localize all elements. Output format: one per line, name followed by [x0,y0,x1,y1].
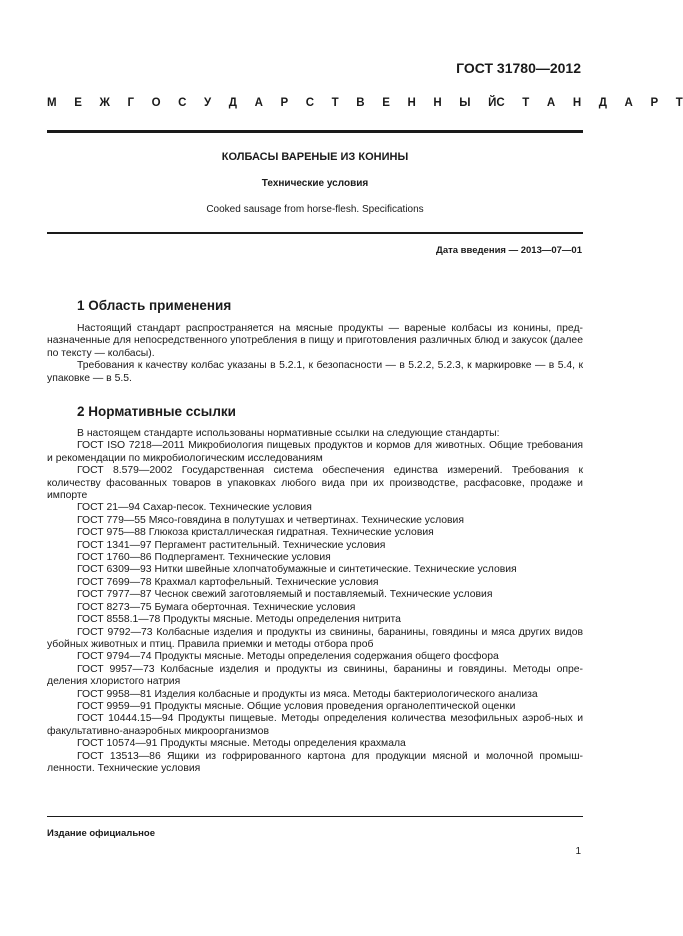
reference-item: ГОСТ ISO 7218—2011 Микробиология пищевых продуктов и кормов для животных. Общие требования и рекомендации по микробиологическим исследованиям [47,440,583,464]
document-number: ГОСТ 31780—2012 [456,60,581,76]
title-rule [47,232,583,234]
page-number: 1 [575,846,581,857]
paragraph: Настоящий стандарт распространяется на мясные продукты — вареные колбасы из конины, пред-назначенные для непосредственного употребления в пищу и приготовления различных блюд и закусок (далее по тексту — колбасы). [47,323,583,359]
reference-item: ГОСТ 1760—86 Подпергамент. Технические условия [77,552,331,564]
reference-item: ГОСТ 21—94 Сахар-песок. Технические условия [77,502,312,514]
reference-item: ГОСТ 7699—78 Крахмал картофельный. Технические условия [77,576,379,588]
reference-item: ГОСТ 1341—97 Пергамент растительный. Технические условия [77,539,386,551]
interstate-word: М Е Ж Г О С У Д А Р С Т В Е Н Н Ы Й [47,97,497,109]
section-references-body [47,428,583,775]
reference-item: ГОСТ 8273—75 Бумага оберточная. Технические условия [77,601,356,613]
official-edition-label: Издание официальное [47,828,155,839]
section-heading-scope: 1 Область применения [77,298,232,313]
header-rule [47,130,583,133]
paragraph: В настоящем стандарте использованы нормативные ссылки на следующие стандарты: [77,428,500,439]
reference-item: ГОСТ 9958—81 Изделия колбасные и продукты из мяса. Методы бактериологического анализа [77,688,538,700]
reference-item: ГОСТ 10574—91 Продукты мясные. Методы определения крахмала [77,738,406,750]
reference-item: ГОСТ 8558.1—78 Продукты мясные. Методы определения нитрита [77,614,401,626]
reference-item: ГОСТ 8.579—2002 Государственная система обеспечения единства измерений. Требования к количеству фасованных товаров в упаковках любого вида при их производстве, расфасовке, продаже и импорте [47,465,583,502]
reference-item: ГОСТ 13513—86 Ящики из гофрированного картона для продукции мясной и молочной промыш-ленности. Технические условия [47,750,583,774]
reference-item: ГОСТ 10444.15—94 Продукты пищевые. Методы определения количества мезофильных аэроб-ных и факультативно-анаэробных микроорганизмов [47,713,583,737]
reference-item: ГОСТ 9959—91 Продукты мясные. Общие условия проведения органолептической оценки [77,700,516,712]
reference-item: ГОСТ 9957—73 Колбасные изделия и продукты из свинины, баранины и говядины. Методы опре-деления хлористого натрия [47,663,583,688]
reference-item: ГОСТ 9794—74 Продукты мясные. Методы определения содержания общего фосфора [77,651,499,663]
section-scope-body [47,323,583,385]
english-title: Cooked sausage from horse-flesh. Specifications [206,204,424,215]
document-subtitle: Технические условия [261,178,369,189]
paragraph: Требования к качеству колбас указаны в 5.2.1, к безопасности — в 5.2.2, 5.2.3, к маркировке — в 5.4, к упаковке — в 5.5. [47,360,583,384]
standard-word: С Т А Н Д А Р Т [496,97,683,109]
section-heading-normative-references: 2 Нормативные ссылки [77,404,236,419]
interstate-standard-heading [47,97,683,109]
reference-item: ГОСТ 975—88 Глюкоза кристаллическая гидратная. Технические условия [77,527,434,539]
reference-item: ГОСТ 779—55 Мясо-говядина в полутушах и четвертинах. Технические условия [77,514,464,526]
reference-item: ГОСТ 9792—73 Колбасные изделия и продукты из свинины, баранины, говядины и мяса других видов убойных животных и птиц. Правила приемки и методы отбора проб [47,626,583,650]
introduction-date: Дата введения — 2013—07—01 [436,245,582,256]
footer-rule [47,816,583,817]
reference-item: ГОСТ 7977—87 Чеснок свежий заготовляемый и поставляемый. Технические условия [77,589,493,601]
reference-item: ГОСТ 6309—93 Нитки швейные хлопчатобумажные и синтетические. Технические условия [77,564,517,576]
document-title: КОЛБАСЫ ВАРЕНЫЕ ИЗ КОНИНЫ [221,151,409,163]
